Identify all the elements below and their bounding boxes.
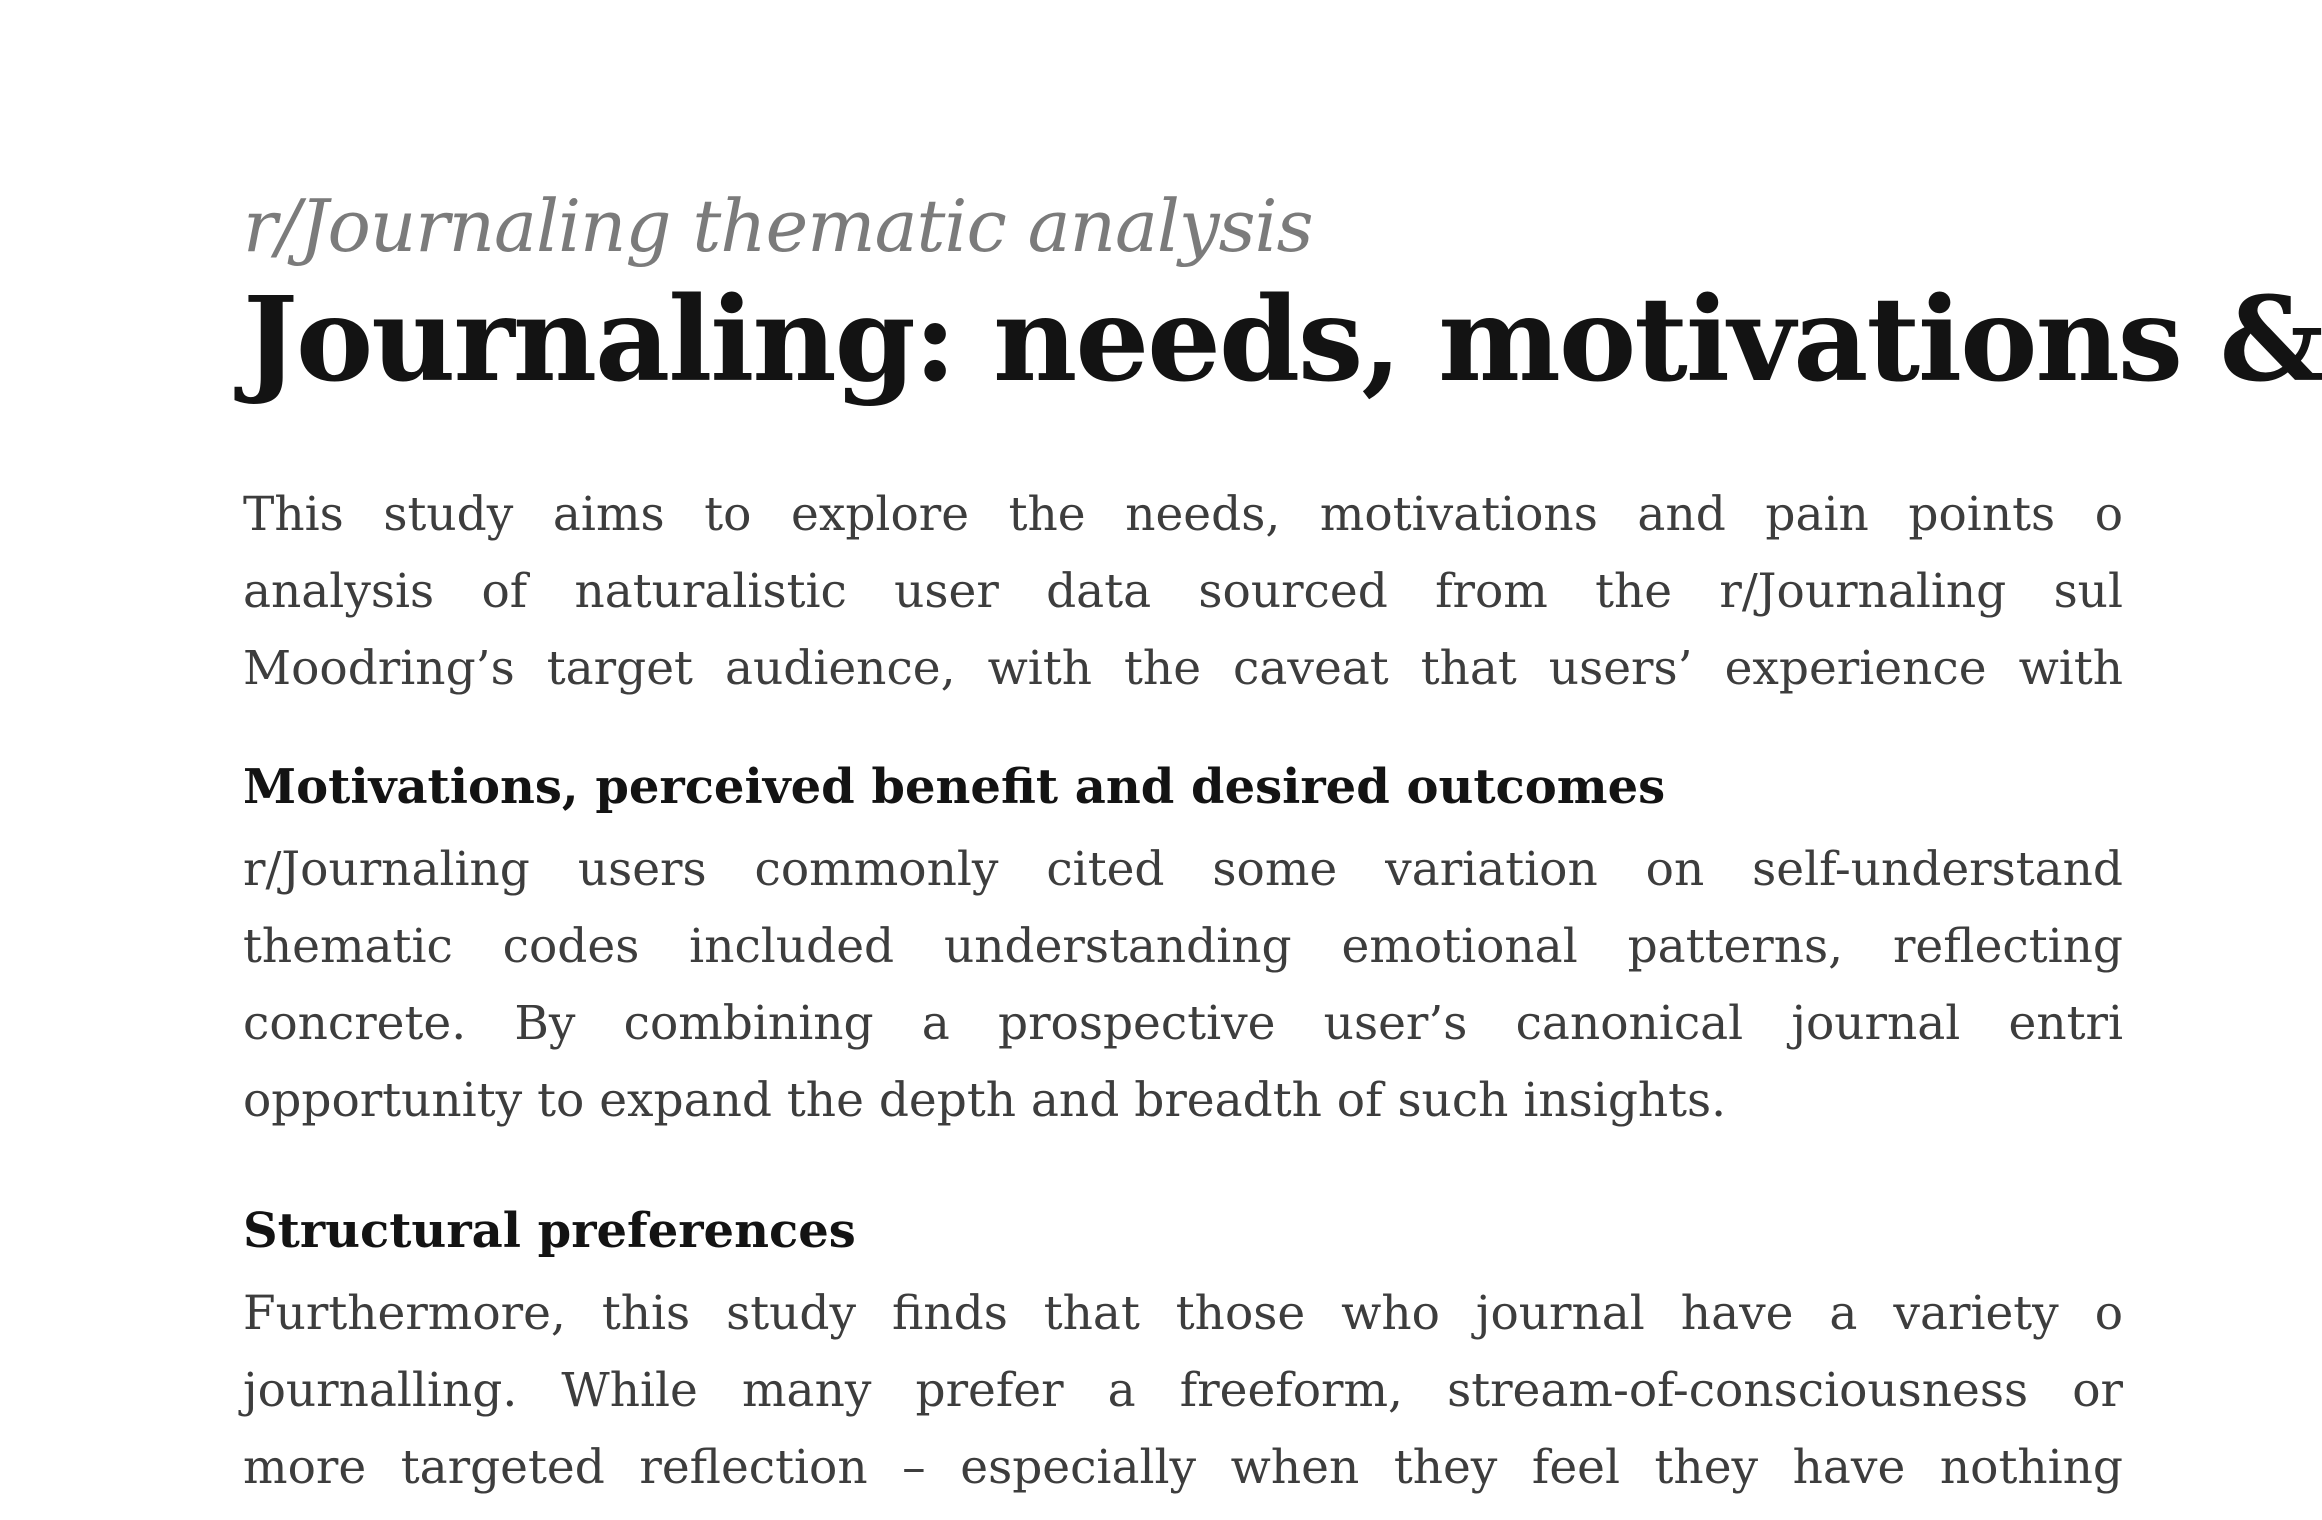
- structural-line-2: journalling. While many prefer a freeform, stream-of-consciousness or: [243, 1363, 2123, 1418]
- intro-paragraph: [243, 476, 2123, 707]
- motivations-line-4: opportunity to expand the depth and breadth of such insights.: [243, 1073, 1727, 1128]
- motivations-line-3: concrete. By combining a prospective user’s canonical journal entri: [243, 996, 2123, 1051]
- document-title: Journaling: needs, motivations &: [243, 272, 2322, 408]
- section-heading-structural: Structural preferences: [243, 1203, 856, 1259]
- intro-line-2: analysis of naturalistic user data sourced from the r/Journaling sul: [243, 564, 2123, 619]
- motivations-line-2: thematic codes included understanding emotional patterns, reflecting: [243, 919, 2123, 974]
- motivations-line-1: r/Journaling users commonly cited some variation on self-understand: [243, 842, 2123, 897]
- document-content: [243, 180, 2322, 1506]
- structural-line-1: Furthermore, this study finds that those who journal have a variety o: [243, 1286, 2123, 1341]
- document-page: [243, 180, 2322, 1520]
- section-body-structural: [243, 1275, 2123, 1506]
- intro-line-3: Moodring’s target audience, with the caveat that users’ experience with: [243, 641, 2123, 696]
- document-kicker: r/Journaling thematic analysis: [243, 184, 1313, 268]
- structural-line-3: more targeted reflection – especially when they feel they have nothing: [243, 1440, 2123, 1495]
- section-heading-motivations: Motivations, perceived benefit and desired outcomes: [243, 759, 1666, 815]
- intro-line-1: This study aims to explore the needs, motivations and pain points o: [243, 487, 2123, 542]
- section-body-motivations: [243, 831, 2123, 1139]
